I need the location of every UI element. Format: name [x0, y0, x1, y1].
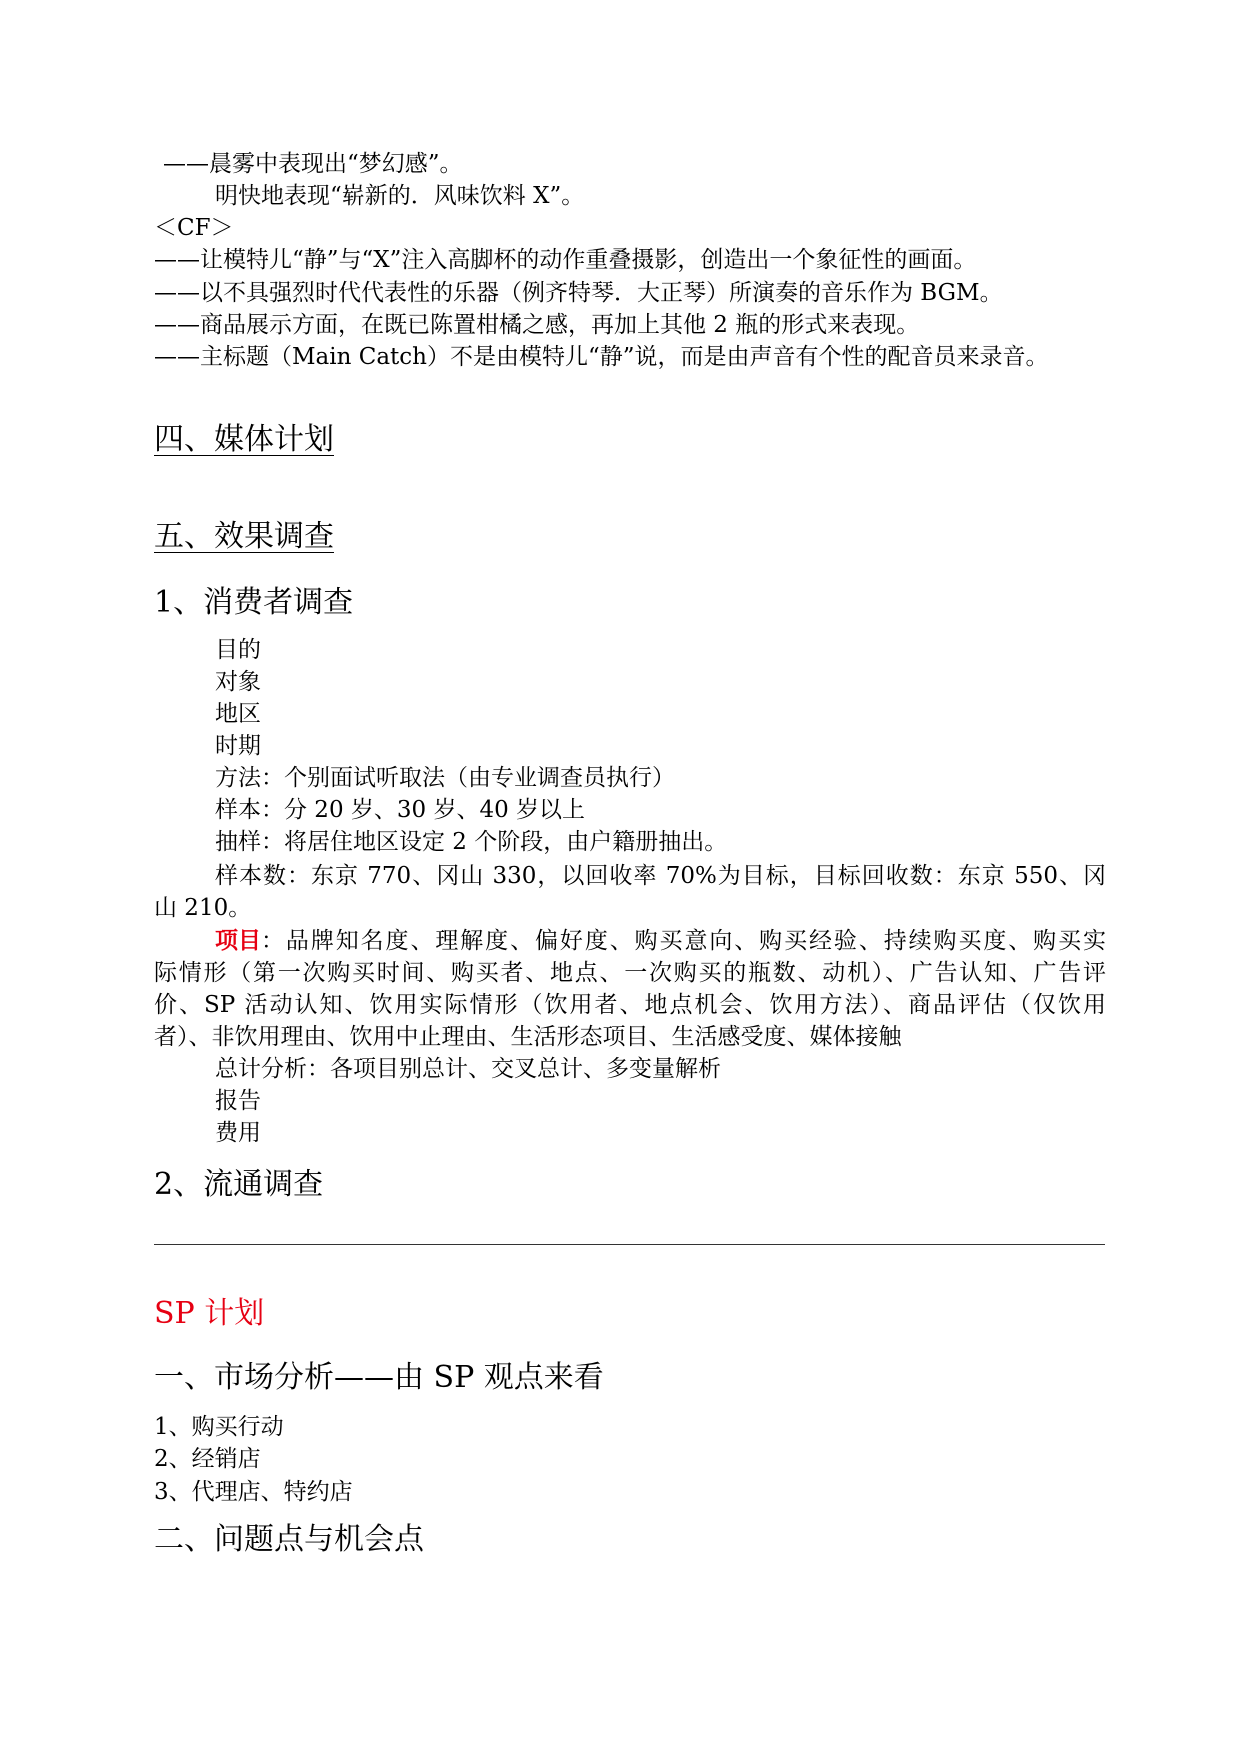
- consumer-survey-heading: 1、消费者调查: [154, 585, 354, 620]
- cf-item-4: ——主标题（Main Catch）不是由模特儿“静”说，而是由声音有个性的配音员来录音。: [154, 344, 1049, 370]
- sp-problems-opportunities-heading: 二、问题点与机会点: [154, 1522, 424, 1557]
- survey-item-period: 时期: [215, 733, 261, 759]
- survey-item-purpose: 目的: [215, 637, 261, 663]
- distribution-survey-heading: 2、流通调查: [154, 1167, 324, 1202]
- cf-intro-line-2: 明快地表现“崭新的．风味饮料 X”。: [215, 183, 585, 209]
- section-divider: [154, 1244, 1105, 1245]
- section-4-heading: 四、媒体计划: [154, 422, 334, 457]
- project-line-3: 价、SP 活动认知、饮用实际情形（饮用者、地点机会、饮用方法）、商品评估（仅饮用: [154, 992, 1106, 1018]
- cf-item-3: ——商品展示方面，在既已陈置柑橘之感，再加上其他 2 瓶的形式来表现。: [154, 312, 920, 338]
- sp-plan-title: SP 计划: [154, 1296, 265, 1331]
- sp-market-analysis-heading: 一、市场分析——由 SP 观点来看: [154, 1360, 604, 1395]
- project-line-2: 际情形（第一次购买时间、购买者、地点、一次购买的瓶数、动机）、广告认知、广告评: [154, 960, 1106, 986]
- sp-list-item-2: 2、经销店: [154, 1446, 261, 1472]
- cf-intro-line-1: ——晨雾中表现出“梦幻感”。: [163, 151, 463, 177]
- cf-item-2: ——以不具强烈时代代表性的乐器（例齐特琴．大正琴）所演奏的音乐作为 BGM。: [154, 280, 1003, 306]
- sp-list-item-3: 3、代理店、特约店: [154, 1479, 353, 1505]
- cf-heading: ＜CF＞: [154, 215, 234, 241]
- survey-item-method: 方法：个别面试听取法（由专业调查员执行）: [215, 765, 675, 791]
- survey-item-analysis: 总计分析：各项目别总计、交叉总计、多变量解析: [215, 1056, 721, 1082]
- cf-item-1: ——让模特儿“静”与“X”注入高脚杯的动作重叠摄影，创造出一个象征性的画面。: [154, 247, 977, 273]
- sample-count-line-2: 山 210。: [154, 895, 252, 921]
- survey-item-target: 对象: [215, 669, 261, 695]
- survey-item-cost: 费用: [215, 1120, 261, 1146]
- survey-item-region: 地区: [215, 701, 261, 727]
- project-text-1: ：品牌知名度、理解度、偏好度、购买意向、购买经验、持续购买度、购买实: [261, 928, 1106, 954]
- survey-item-sample: 样本：分 20 岁、30 岁、40 岁以上: [215, 797, 586, 823]
- project-line-1: [215, 926, 1106, 956]
- survey-item-report: 报告: [215, 1088, 261, 1114]
- project-line-4: 者）、非饮用理由、饮用中止理由、生活形态项目、生活感受度、媒体接触: [154, 1024, 902, 1050]
- section-5-heading: 五、效果调查: [154, 519, 334, 554]
- sample-count-line-1: 样本数：东京 770、冈山 330，以回收率 70%为目标，目标回收数：东京 550、冈: [215, 863, 1106, 889]
- sp-list-item-1: 1、购买行动: [154, 1414, 284, 1440]
- survey-item-sampling: 抽样：将居住地区设定 2 个阶段，由户籍册抽出。: [215, 829, 728, 855]
- project-label: 项目: [215, 928, 261, 954]
